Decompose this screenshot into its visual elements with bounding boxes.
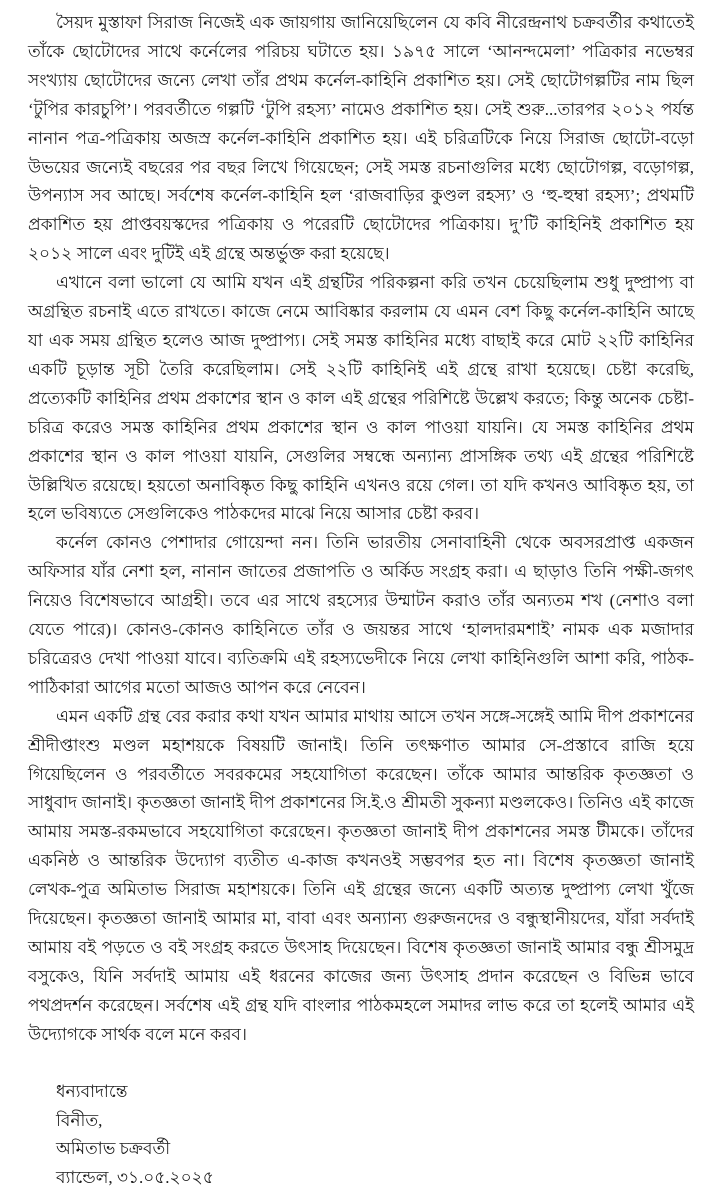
closing-block — [28, 1078, 694, 1193]
paragraph-colonel: কর্নেল কোনও পেশাদার গোয়েন্দা নন। তিনি ভারতীয় সেনাবাহিনী থেকে অবসরপ্রাপ্ত একজন অফিসার যাঁর নেশা হল, নানান জাতের প্রজাপতি ও অর্কিড সংগ্রহ করা। এ ছাড়াও তিনি পক্ষী-জগৎ নিয়েও বিশেষভাবে আগ্রহী। তবে এর সাথে রহস্যের উম্মাটন করাও তাঁর অন্যতম শখ (নেশাও বলা যেতে পারে)। কোনও-কোনও কাহিনিতে তাঁর ও জয়ন্তর সাথে ‘হালদারমশাই’ নামক এক মজাদার চরিত্রেরও দেখা পাওয়া যাবে। ব্যতিক্রমি এই রহস্যভেদীকে নিয়ে লেখা কাহিনিগুলি আশা করি, পাঠক-পাঠিকারা আগের মতো আজও আপন করে নেবেন। — [28, 533, 694, 697]
author-name: অমিতাভ চক্রবর্তী — [56, 1139, 171, 1159]
paragraph-acknowledgements: এমন একটি গ্রন্থ বের করার কথা যখন আমার মাথায় আসে তখন সঙ্গে-সঙ্গেই আমি দীপ প্রকাশনের শ্রীদীপ্তাংশু মণ্ডল মহাশয়কে বিষয়টি জানাই। তিনি তৎক্ষণাত আমার সে-প্রস্তাবে রাজি হয়ে গিয়েছিলেন ও পরবর্তীতে সবরকমের সহযোগিতা করেছেন। তাঁকে আমার আন্তরিক কৃতজ্ঞতা ও সাধুবাদ জানাই। কৃতজ্ঞতা জানাই দীপ প্রকাশনের সি.ই.ও শ্রীমতী সুকন্যা মণ্ডলকেও। তিনিও এই কাজে আমায় সমস্ত-রকমভাবে সহযোগিতা করেছেন। কৃতজ্ঞতা জানাই দীপ প্রকাশনের সমস্ত টীমকে। তাঁদের একনিষ্ঠ ও আন্তরিক উদ্যোগ ব্যতীত এ-কাজ কখনওই সম্ভবপর হত না। বিশেষ কৃতজ্ঞতা জানাই লেখক-পুত্র অমিতাভ সিরাজ মহাশয়কে। তিনি এই গ্রন্থের জন্যে একটি অত্যন্ত দুষ্প্রাপ্য লেখা খুঁজে দিয়েছেন। কৃতজ্ঞতা জানাই আমার মা, বাবা এবং অন্যান্য গুরুজনদের ও বন্ধুস্থানীয়দের, যাঁরা সর্বদাই আমায় বই পড়তে ও বই সংগ্রহ করতে উৎসাহ দিয়েছেন। বিশেষ কৃতজ্ঞতা জানাই আমার বন্ধু শ্রীসমুদ্র বসুকেও, যিনি সর্বদাই আমায় এই ধরনের কাজের জন্য উৎসাহ প্রদান করেছেন ও বিভিন্ন ভাবে পথপ্রদর্শন করেছেন। সর্বশেষ এই গ্রন্থ যদি বাংলার পাঠকমহলে সমাদর লাভ করে তা হলেই আমার এই উদ্যোগকে সার্থক বলে মনে করব। — [28, 706, 694, 1044]
place-date: ব্যান্ডেল, ৩১.০৫.২০২৫ — [56, 1168, 214, 1188]
closing-regards: বিনীত, — [56, 1110, 103, 1130]
closing-thanks: ধন্যবাদান্তে — [56, 1081, 128, 1101]
preface-page — [28, 9, 694, 1193]
paragraph-selection: এখানে বলা ভালো যে আমি যখন এই গ্রন্থটির পরিকল্পনা করি তখন চেয়েছিলাম শুধু দুষ্প্রাপ্য বা অগ্রন্থিত রচনাই এতে রাখতে। কাজে নেমে আবিষ্কার করলাম যে এমন বেশ কিছু কর্নেল-কাহিনি আছে যা এক সময় গ্রন্থিত হলেও আজ দুষ্প্রাপ্য। সেই সমস্ত কাহিনির মধ্যে বাছাই করে মোট ২২টি কাহিনির একটি চূড়ান্ত সূচী তৈরি করেছিলাম। সেই ২২টি কাহিনিই এই গ্রন্থে রাখা হয়েছে। চেষ্টা করেছি, প্রত্যেকটি কাহিনির প্রথম প্রকাশের স্থান ও কাল এই গ্রন্থের পরিশিষ্টে উল্লেখ করতে; কিন্তু অনেক চেষ্টা-চরিত্র করেও সমস্ত কাহিনির প্রথম প্রকাশের স্থান ও কাল পাওয়া যায়নি। যে সমস্ত কাহিনির প্রথম প্রকাশের স্থান ও কাল পাওয়া যায়নি, সেগুলির সম্বন্ধে অন্যান্য প্রাসঙ্গিক তথ্য এই গ্রন্থের পরিশিষ্টে উল্লিখিত রয়েছে। হয়তো অনাবিষ্কৃত কিছু কাহিনি এখনও রয়ে গেল। তা যদি কখনও আবিষ্কৃত হয়, তা হলে ভবিষ্যতে সেগুলিকেও পাঠকদের মাঝে নিয়ে আসার চেষ্টা করব। — [28, 273, 694, 524]
paragraph-intro: সৈয়দ মুস্তাফা সিরাজ নিজেই এক জায়গায় জানিয়েছিলেন যে কবি নীরেন্দ্রনাথ চক্রবর্তীর কথাতেই তাঁকে ছোটোদের সাথে কর্নেলের পরিচয় ঘটাতে হয়। ১৯৭৫ সালে ‘আনন্দমেলা’ পত্রিকার নভেম্বর সংখ্যায় ছোটোদের জন্যে লেখা তাঁর প্রথম কর্নেল-কাহিনি প্রকাশিত হয়। সেই ছোটোগল্পটির নাম ছিল ‘টুপির কারচুপি’। পরবর্তীতে গল্পটি ‘টুপি রহস্য’ নামেও প্রকাশিত হয়। সেই শুরু...তারপর ২০১২ পর্যন্ত নানান পত্র-পত্রিকায় অজস্র কর্নেল-কাহিনি প্রকাশিত হয়। এই চরিত্রটিকে নিয়ে সিরাজ ছোটো-বড়ো উভয়ের জন্যেই বছরের পর বছর লিখে গিয়েছেন; সেই সমস্ত রচনাগুলির মধ্যে ছোটোগল্প, বড়োগল্প, উপন্যাস সব আছে। সর্বশেষ কর্নেল-কাহিনি হল ‘রাজবাড়ির কুণ্ডল রহস্য’ ও ‘হু-হুম্বা রহস্য’; প্রথমটি প্রকাশিত হয় প্রাপ্তবয়স্কদের পত্রিকায় ও পরেরটি ছোটোদের পত্রিকায়। দু’টি কাহিনিই প্রকাশিত হয় ২০১২ সালে এবং দুটিই এই গ্রন্থে অন্তর্ভুক্ত করা হয়েছে। — [28, 13, 694, 264]
